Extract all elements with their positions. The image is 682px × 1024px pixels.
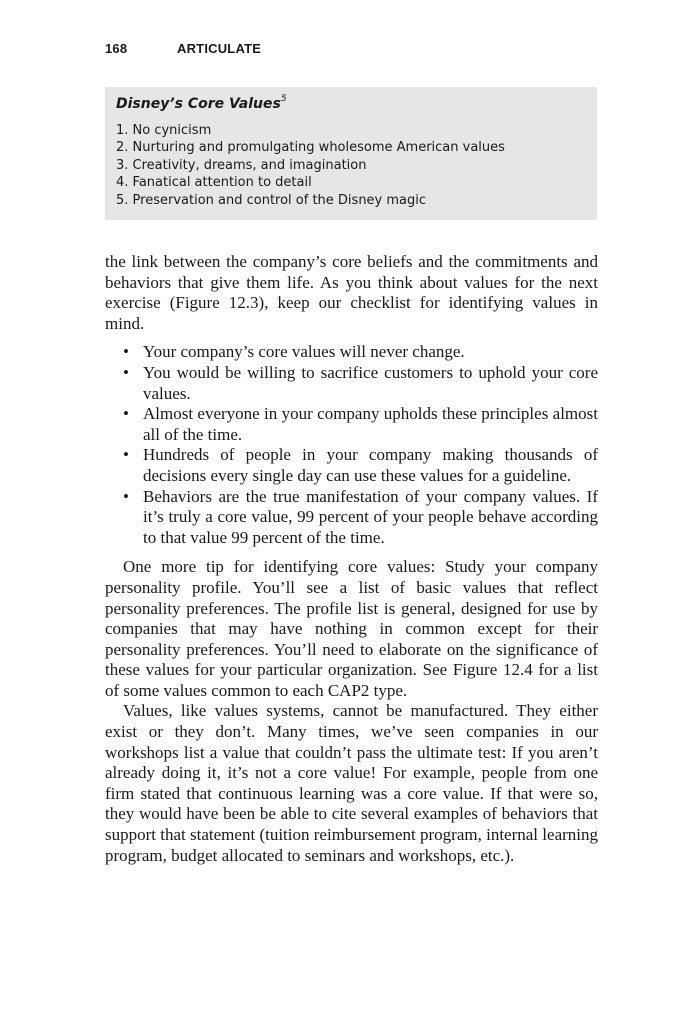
running-header bbox=[105, 41, 261, 56]
checklist-item bbox=[105, 342, 598, 363]
list-item: 4. Fanatical attention to detail bbox=[116, 175, 312, 191]
checklist-item-text: Hundreds of people in your company making thousands of decisions every single day can use these values for a guideline. bbox=[143, 445, 598, 485]
bullet-icon: • bbox=[123, 404, 129, 424]
core-values-list bbox=[116, 122, 587, 209]
page-number: 168 bbox=[105, 41, 128, 56]
paragraph-values: Values, like values systems, cannot be manufactured. They either exist or they don’t. Many times, we’ve seen companies in our workshops list a value that couldn’t pass the ultimate test: If you aren’t already doing it, it’s not a core value! For example, people from one firm stated that continuous learning was a core value. If that were so, they would have been be able to cite several examples of behaviors that support that statement (tuition reimbursement program, internal learning program, budget allocated to seminars and workshops, etc.). bbox=[105, 701, 598, 865]
checklist-item-text: Your company’s core values will never change. bbox=[143, 342, 465, 362]
intro-paragraph: the link between the company’s core beliefs and the commitments and behaviors that give them life. As you think about values for the next exercise (Figure 12.3), keep our checklist for identifying values in mind. bbox=[105, 252, 598, 333]
bullet-icon: • bbox=[123, 342, 129, 362]
checklist-item-text: You would be willing to sacrifice customers to uphold your core values. bbox=[143, 362, 598, 403]
list-item: 3. Creativity, dreams, and imagination bbox=[116, 157, 367, 173]
checklist-item bbox=[105, 445, 598, 486]
sidebar-title: Disney’s Core Values bbox=[116, 96, 281, 112]
running-title: ARTICULATE bbox=[177, 41, 262, 56]
bullet-icon: • bbox=[123, 362, 129, 382]
body-text bbox=[105, 252, 598, 866]
checklist bbox=[105, 342, 598, 548]
checklist-item-text: Behaviors are the true manifestation of your company values. If it’s truly a core value, 99 percent of your people behave according to that value 99 percent of the time. bbox=[143, 486, 598, 547]
sidebar-box bbox=[105, 87, 597, 220]
paragraph-tip: One more tip for identifying core values: Study your company personality profile. You’ll see a list of basic values that reflect personality preferences. The profile list is general, designed for use by companies that may have nothing in common except for their personality preferences. You’ll need to elaborate on the significance of these values for your particular organization. See Figure 12.4 for a list of some values common to each CAP2 type. bbox=[105, 557, 598, 700]
list-item: 5. Preservation and control of the Disney magic bbox=[116, 192, 427, 208]
footnote-ref: 5 bbox=[280, 94, 287, 104]
list-item: 2. Nurturing and promulgating wholesome American values bbox=[116, 140, 505, 156]
checklist-item bbox=[105, 363, 598, 404]
checklist-item-text: Almost everyone in your company upholds these principles almost all of the time. bbox=[143, 404, 598, 444]
sidebar-title-line bbox=[116, 94, 587, 114]
bullet-icon: • bbox=[123, 486, 129, 506]
checklist-item bbox=[105, 404, 598, 445]
bullet-icon: • bbox=[123, 445, 129, 465]
list-item: 1. No cynicism bbox=[116, 123, 212, 138]
checklist-item bbox=[105, 487, 598, 549]
